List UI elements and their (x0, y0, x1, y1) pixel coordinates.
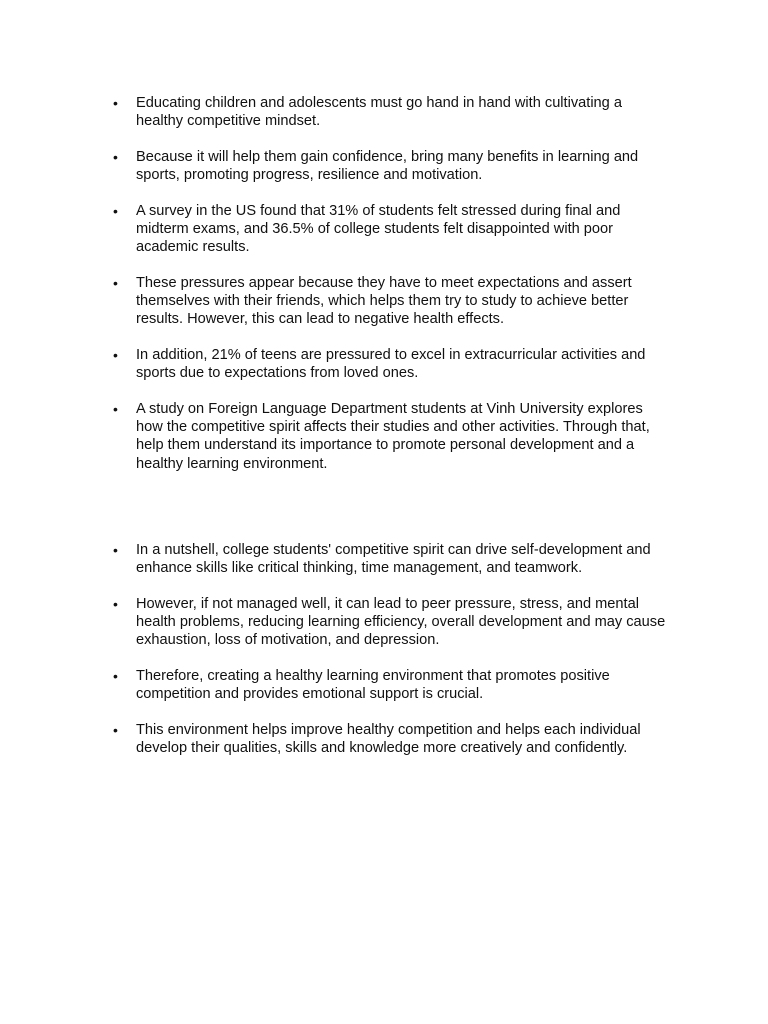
bullet-icon: • (113, 668, 118, 685)
bullet-icon: • (113, 721, 118, 738)
bullet-list-conclusion (112, 541, 672, 775)
list-item (112, 595, 672, 650)
bullet-icon: • (113, 347, 118, 364)
bullet-icon: • (113, 400, 118, 417)
list-item (112, 667, 672, 703)
list-item (112, 400, 672, 473)
list-item (112, 274, 672, 329)
list-item-text: Therefore, creating a healthy learning environment that promotes positive competition and provides emotional support is crucial. (136, 668, 610, 703)
list-item-text: However, if not managed well, it can lead to peer pressure, stress, and mental health problems, reducing learning efficiency, overall development and may cause exhaustion, loss of motivation, and depression. (136, 595, 666, 649)
list-item-text: A study on Foreign Language Department students at Vinh University explores how the competitive spirit affects their studies and other activities. Through that, help them understand its importance to promote personal development and a healthy learning environment. (136, 400, 650, 472)
bullet-icon: • (113, 148, 118, 165)
list-item-text: A survey in the US found that 31% of students felt stressed during final and midterm exams, and 36.5% of college students felt disappointed with poor academic results. (136, 202, 621, 256)
list-item-text: These pressures appear because they have to meet expectations and assert themselves with their friends, which helps them try to study to achieve better results. However, this can lead to negative health effects. (136, 274, 632, 328)
bullet-icon: • (113, 595, 118, 612)
bullet-icon: • (113, 542, 118, 558)
bullet-list-intro (112, 94, 672, 490)
list-item (112, 148, 672, 184)
list-item (112, 721, 672, 757)
bullet-icon: • (113, 202, 118, 219)
bullet-icon: • (113, 95, 118, 111)
list-item-text: This environment helps improve healthy competition and helps each individual develop their qualities, skills and knowledge more creatively and confidently. (136, 721, 641, 757)
list-item (112, 94, 672, 130)
list-item (112, 202, 672, 257)
list-item (112, 346, 672, 382)
list-item-text: Because it will help them gain confidence, bring many benefits in learning and sports, promoting progress, resilience and motivation. (136, 148, 639, 184)
bullet-icon: • (113, 274, 118, 291)
list-item-text: In addition, 21% of teens are pressured to excel in extracurricular activities and sports due to expectations from loved ones. (136, 347, 646, 382)
list-item-text: Educating children and adolescents must go hand in hand with cultivating a healthy competitive mindset. (136, 95, 622, 130)
list-item (112, 541, 672, 577)
list-item-text: In a nutshell, college students' competitive spirit can drive self-development and enhance skills like critical thinking, time management, and teamwork. (136, 542, 651, 577)
